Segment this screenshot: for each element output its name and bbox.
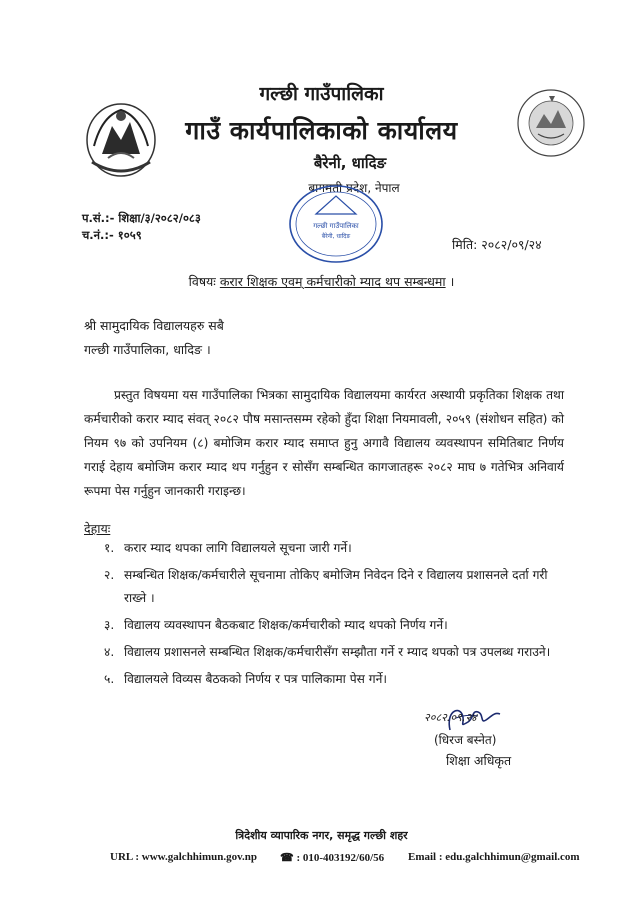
subject-line <box>0 273 643 290</box>
list-item <box>84 641 562 664</box>
svg-text:बैरेनी, धादिङ: बैरेनी, धादिङ <box>321 233 351 240</box>
list-item-text: विद्यालय प्रशासनले सम्बन्धित शिक्षक/कर्मचारीसँग सम्झौता गर्ने र म्याद थपको पत्र उपलब्ध गराउने। <box>124 645 551 659</box>
list-item-number: १. <box>104 541 115 555</box>
municipality-name: गल्छी गाउँपालिका <box>259 83 384 105</box>
steps-list <box>84 537 562 695</box>
recipient-block <box>84 314 224 362</box>
letter-number: प.सं.:- शिक्षा/३/२०८२/०८३ <box>82 211 201 225</box>
body-paragraph: प्रस्तुत विषयमा यस गाउँपालिका भित्रका सामुदायिक विद्यालयमा कार्यरत अस्थायी प्रकृतिका शिक्षक तथा कर्मचारीको करार म्याद संवत् २०८२ पौष मसान्तसम्म रहेको हुँदा शिक्षा नियमावली, २०५९ (संशोधन सहित) को नियम ९७ को उपनियम (८) बमोजिम करार म्याद समाप्त हुनु अगावै विद्यालय व्यवस्थापन समितिबाट निर्णय गराई देहाय बमोजिम करार म्याद थप गर्नुहुन र सोसँग सम्बन्धित कागजातहरू २०८२ माघ ७ गतेभित्र अनिवार्य रूपमा पेस गर्नुहुन जानकारी गराइन्छ। <box>84 388 564 498</box>
office-province: बागमती प्रदेश, नेपाल <box>308 181 400 195</box>
list-item-text: सम्बन्धित शिक्षक/कर्मचारीले सूचनामा तोकिए बमोजिम निवेदन दिने र विद्यालय प्रशासनले दर्ता गरी राख्ने । <box>124 568 548 605</box>
list-item-number: २. <box>104 568 115 582</box>
dispatch-number: च.नं.:- १०५९ <box>82 228 142 242</box>
list-item-text: करार म्याद थपका लागि विद्यालयले सूचना जारी गर्ने। <box>124 541 352 555</box>
list-item-number: ३. <box>104 618 115 632</box>
reference-numbers <box>82 210 201 244</box>
list-item <box>84 668 562 691</box>
signature-date: २०८२.०९.२४ <box>424 711 477 724</box>
list-item <box>84 537 562 560</box>
office-name: गाउँ कार्यपालिकाको कार्यालय <box>185 116 458 145</box>
signatory-name: (धिरज बस्नेत) <box>434 733 497 747</box>
subject-text: करार शिक्षक एवम् कर्मचारीको म्याद थप सम्बन्धमा <box>219 274 446 289</box>
list-item <box>84 614 562 637</box>
list-item-number: ५. <box>104 672 115 686</box>
office-seal-stamp <box>286 182 386 266</box>
list-item <box>84 564 562 610</box>
subject-prefix: विषयः <box>188 274 216 289</box>
recipient-line-1: श्री सामुदायिक विद्यालयहरु सबै <box>84 318 224 333</box>
letter-date: मिति: २०८२/०९/२४ <box>452 237 542 252</box>
recipient-line-2: गल्छी गाउँपालिका, धादिङ । <box>84 342 211 357</box>
footer-phone: ☎ : 010-403192/60/56 <box>280 852 385 864</box>
list-item-number: ४. <box>104 645 115 659</box>
list-item-text: विद्यालय व्यवस्थापन बैठकबाट शिक्षक/कर्मचारीको म्याद थपको निर्णय गर्ने। <box>124 618 448 632</box>
office-location: बैरेनी, धादिङ <box>313 154 387 172</box>
footer-address: त्रिदेशीय व्यापारिक नगर, समृद्ध गल्छी शहर <box>235 829 408 842</box>
footer-email: Email : edu.galchhimun@gmail.com <box>408 851 580 863</box>
steps-heading: देहायः <box>84 521 111 536</box>
signatory-title: शिक्षा अधिकृत <box>446 753 512 768</box>
footer-url: URL : www.galchhimun.gov.np <box>110 851 258 863</box>
list-item-text: विद्यालयले विव्यस बैठकको निर्णय र पत्र पालिकामा पेस गर्ने। <box>124 672 387 686</box>
subject-suffix: । <box>449 274 455 289</box>
svg-text:गल्छी गाउँपालिका: गल्छी गाउँपालिका <box>313 222 359 230</box>
